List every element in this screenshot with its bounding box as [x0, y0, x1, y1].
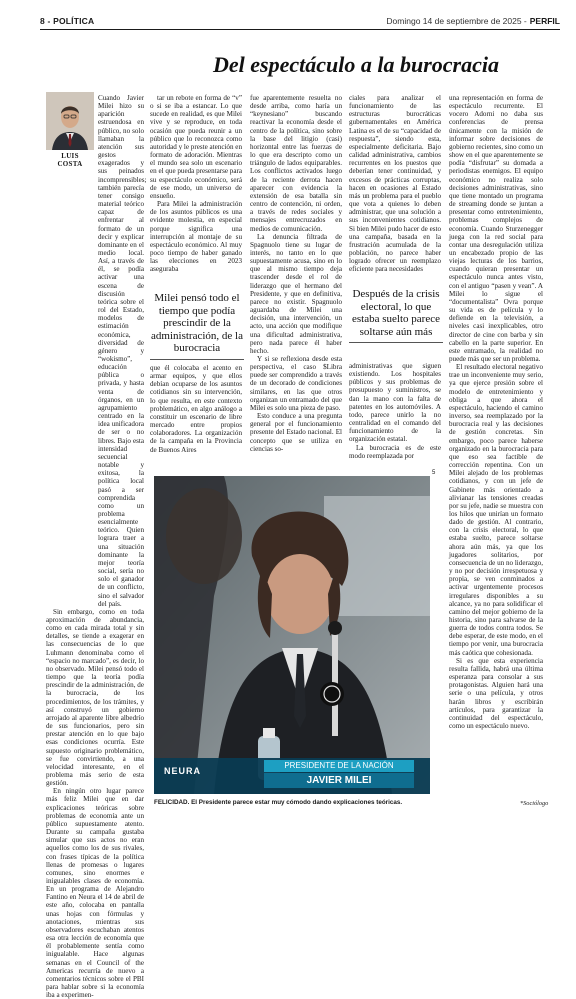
article-column-5	[449, 94, 543, 800]
paragraph: La denuncia filtrada de Spagnuolo tiene su lugar de interés, no tanto en lo que supuestamente acusa, sino en lo que al mismo tiempo deja trascender desde el rol de liderazgo que el hermano del Presidente, y que en definitiva, parece no existir. Spagnuolo aguardaba de Milei una decisión, una intervención, un acto, una acción que modifique una dificultad administrativa, pero nada parece él haber hecho.	[250, 232, 342, 355]
paragraph: una representación en forma de espectáculo recurrente. El vocero Adorni no daba sus conferencias de prensa únicamente con la misión de informar sobre decisiones de gobierno recientes, sino como un show en el que aparentemente se podía “disfrutar” su domada a periodistas enemigos. El equipo económico no realiza solo decisiones administrativas, sino que tiene montado un programa de streaming donde se juntan a presentar como entretenimiento, problemas complejos de economía. Cuando Sturzenegger juega con la red social para contar una desregulación utiliza un encabezado propio de las viejas lecturas de los barrios, cuando quieran presentar un espectáculo nunca antes visto, con el antiguo “pasen y vean”. A Milei lo sigue el “documentalista” Ovra porque su vida es de película y lo defiende en la televisión, a niveles casi inexplicables, otro director de cine con barba y sin cabello en la parte superior. En este entramado, la realidad no puede más que ser un problema.	[449, 94, 543, 363]
president-tv-photo	[154, 476, 430, 794]
paragraph: fue aparentemente resuelta no desde arriba, como haría un “keynesiano” buscando reactivar la economía desde el centro de la política, sino sobre la base del litigio (casi) horizontal entre las fuerzas de lo que era descripto como un triángulo de lados equiparables. Los conflictos activados luego de la reciente derrota hacen aparecer con evidencia la extensión de esa batalla sin centro de contención, ni orden, a través de redes sociales y mensajes entrecruzados en medios de comunicación.	[250, 94, 342, 233]
paragraph: ciales para analizar el funcionamiento de las estructuras burocráticas gubernamentales en América Latina es el de su “capacidad de respuesta”, siendo esta, especialmente deficitaria. Bajo calidad administrativa, cambios recurrentes en los puestos que deberían tener continuidad, y excesos de prácticas corruptas, hacen en ocasiones al Estado más un problema para el pueblo que vota a quienes lo deben administrar, que una solución a sus inconvenientes cotidianos. Si bien Milei pudo hacer de esto una campaña, basada en la frustración acumulada de la población, no parece haber logrado ofrecer un reemplazo eficiente para necesidades	[349, 94, 441, 274]
lower-third-title: PRESIDENTE DE LA NACIÓN	[284, 761, 394, 770]
channel-logo: NEURA	[164, 766, 202, 776]
paragraph: que él colocaba el acento en armar equipos, y que ellos debían ocuparse de los asuntos cotidianos sin su intervención, lo que resulta, en este contexto problemático, en algo análogo a constituir un escenario de libre mercado entre propios colaboradores. La organización de la campaña en la Provincia de Buenos Aires	[150, 364, 242, 454]
photo-side-number: 5	[432, 470, 436, 476]
author-footnote: *Sociólogo	[520, 800, 549, 807]
section-label: 8 - POLÍTICA	[40, 16, 95, 26]
article-photo	[154, 476, 430, 794]
article-column-1	[46, 94, 147, 999]
brand-name: PERFIL	[529, 16, 560, 26]
caption-label: FELICIDAD.	[154, 799, 190, 806]
paragraph: La burocracia es de este modo reemplazada por	[349, 443, 441, 460]
caption-text: El Presidente parece estar muy cómodo dando explicaciones teóricas.	[189, 799, 403, 806]
page-header	[40, 16, 560, 30]
lower-third-name: JAVIER MILEI	[306, 775, 372, 786]
article-column-4-bottom	[349, 362, 441, 466]
paragraph: En ningún otro lugar parece más feliz Milei que en dar explicaciones teóricas sobre problemas de economía ante un público supuestamente atento. Durante su campaña gustaba simular que sus actos no eran aquellos como los de sus rivales, con frases típicas de la política llenas de promesas o lugares comunes, sino enormes e inigualables clases de economía. En un programa de Alejandro Fantino en Neura el 14 de abril de este año, colocaba en pantalla unas hojas con fórmulas y anotaciones, mientras sus observadores escuchaban atentos esa otra lección de economía que él probablemente sentía como inigualable. Hace algunas semanas en el Council of the Americas recurría de nuevo a comentarios técnicos sobre el PBI para hablar sobre si la economía iba a experimen-	[46, 787, 144, 999]
pull-quote: Milei pensó todo el tiempo que podía prescindir de la administración, de la burocracia	[150, 292, 244, 360]
photo-caption	[154, 799, 444, 807]
paragraph: El resultado electoral negativo trae un inconveniente muy serio, ya que ejerce presión sobre el modelo de entretenimiento y obliga a que ahora el espectáculo, haciendo el camino inverso, sea reemplazado por la burocracia real y las decisiones de gestión concretas. Sin embargo, poco parece haberse organizado en la burocracia para que eso sea factible de corrección repentina. Con un Milei alejado de los problemas cotidianos, y con un jefe de Gabinete más orientado a alivianar las tensiones creadas por su jefe, nadie se muestra con los hilos que unirían un formato dado de gestión. Al contrario, con la crisis electoral, lo que estaba suelto, parece soltarse ahora aún más, ya que los jugadores solitarios, por consecuencia de un no liderazgo, y no por decisión irrespetuosa y propia, se ven conminados a activar urgentemente procesos irregulares disponibles a su alcance, ya no para solidificar el camino del mejor gobierno de la historia, sino para salvarse de la guerra de todos contra todos. Se debe esperar, de este modo, en el tiempo por venir, una burocracia más caótica que cohesionada.	[449, 363, 543, 657]
paragraph: Y si se reflexiona desde esta perspectiva, el caso $Libra puede ser comprendido a través de un decorado de condiciones similares, en las que otros organizan un entramado del que Milei es solo una pieza de paso.	[250, 355, 342, 412]
paragraph: administrativas que siguen existiendo. Los hospitales públicos y sus problemas de presupuesto y suministros, se dan la mano con la falta de patentes en los automóviles. A todo, parece unirlo la no centralidad en el comando del funcionamiento de la organización estatal.	[349, 362, 441, 444]
pull-quote: Después de la crisis electoral, lo que estaba suelto parece soltarse aún más	[349, 288, 443, 343]
paragraph: Cuando Javier Milei hizo su aparición estruendosa en público, no solo llamaban la atención sus gestos exagerados y sus peinados incomprensibles; también parecía tener consigo material teórico capaz de enfrentar al formato de un decir y explicar dominante en el medio local. Así, a través de él, se podía activar una escena de discusión teórica sobre el rol del Estado, modelos de estimación económica, diversidad de género y “wokismo”, educación pública o privada, y hasta venta de órganos, en un agrupamiento centrado en la idea unificadora de ser o no libres. Bajo esta intensidad secuencial notable y exitosa, la política local pasó a ser comprendida como un problema esencialmente teórico. Quien lograra traer a una situación dominante la mejor teoría social, sería no solo el ganador de un conflicto, sino el salvador del país.	[98, 94, 147, 608]
date-text: Domingo 14 de septiembre de 2025 -	[386, 16, 527, 26]
paragraph: Esto conduce a una pregunta general por el funcionamiento presente del Estado nacional. El concepto que se utiliza en ciencias so-	[250, 412, 342, 453]
paragraph: Sin embargo, como en toda aproximación de abundancia, como en cada mirada total y sin detalles, se tiende a exagerar en las consecuencias de lo que Luhmann denominaba como el “espacio no marcado”, es decir, lo no observado. Milei pensó todo el tiempo que la teoría podía prescindir de la administración, de la burocracia, de los procedimientos, de los trámites, y así construyó un gobierno arrojado al aparente libre albedrío de sus funcionarios, pero sin prestar atención en lo que bajo esas condiciones ocurría. Este supuesto originario problemático, se fue convirtiendo, a una velocidad interesante, en el problema más serio de esta gestión.	[46, 607, 144, 788]
author-first-name: LUIS	[61, 152, 79, 160]
article-column-3	[250, 94, 342, 466]
article-column-4-top	[349, 94, 441, 282]
author-last-name: COSTA	[57, 160, 83, 168]
paragraph: tar un rebote en forma de “v” o si se iba a estancar. Lo que sucede en realidad, es que Milei vive y se reproduce, en toda ocasión que pueda reunir a un público que lo reconozca como autoridad y le preste atención en formato de adoración. Mientras el mundo sea solo un escenario en el que pueda presentarse para su espectáculo económico, será de ese modo, un universo de ensueño.	[150, 94, 242, 200]
paragraph: Para Milei la administración de los asuntos públicos es una evidente molestia, en especial porque significa una interrupción al montaje de su espectáculo económico. Al muy poco tiempo de haber ganado las elecciones en 2023 aseguraba	[150, 200, 242, 274]
header-date	[386, 16, 560, 26]
article-column-2-top	[150, 94, 242, 289]
paragraph: Si es que esta experiencia resulta fallida, habrá una última esperanza para consolar a sus protagonistas. Alguien hará una serie o una película, y otros harán libros y escribirán artículos, para garantizar la continuidad del espectáculo, como un espectáculo nuevo.	[449, 656, 543, 731]
article-column-2-bottom	[150, 364, 242, 466]
article-headline: Del espectáculo a la burocracia	[213, 52, 499, 77]
